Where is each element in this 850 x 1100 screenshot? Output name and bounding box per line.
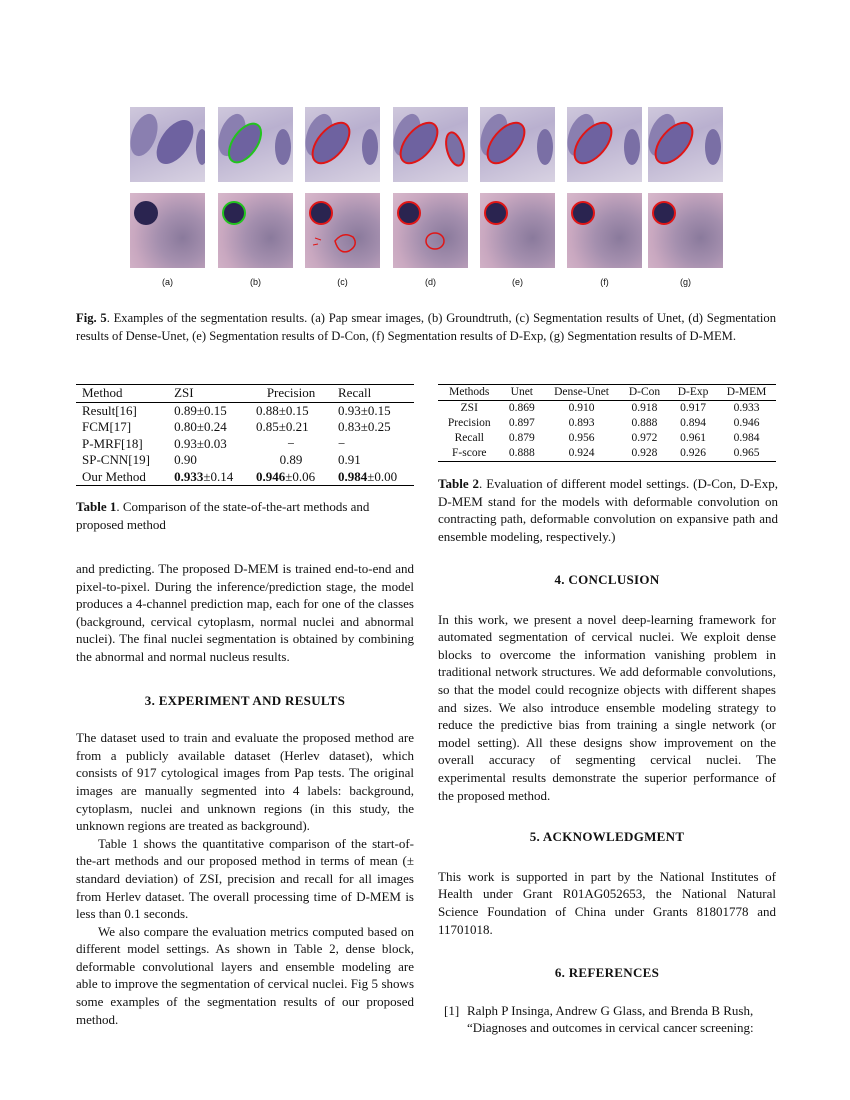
table-cell: 0.91 xyxy=(338,452,361,467)
table-cell: 0.869 xyxy=(508,402,535,414)
table-cell: 0.965 xyxy=(733,447,760,459)
figure-image-d-top xyxy=(393,107,468,182)
figure-sublabel: (a) xyxy=(162,277,173,287)
table-cell: 0.928 xyxy=(631,447,658,459)
table-1-caption-text: . Comparison of the state-of-the-art methods and proposed method xyxy=(76,499,370,532)
figure-image-f-top xyxy=(567,107,642,182)
table-row xyxy=(76,436,414,453)
table-cell: 0.926 xyxy=(680,447,706,459)
table-cell: P-MRF[18] xyxy=(82,435,143,451)
figure-image-c-top xyxy=(305,107,380,182)
table-cell: 0.93±0.15 xyxy=(338,402,391,418)
table-cell: FCM[17] xyxy=(82,419,132,434)
table-1 xyxy=(76,384,416,533)
section-3-paragraph-2: Table 1 shows the quantitative comparison of the start-of-the-art methods and our proposed method in terms of mean (± standard deviation) of ZSI, precision and recall for all images from Herlev dataset. The overall processing time of D-MEM is less than 0.1 seconds. xyxy=(76,835,414,922)
figure-caption-text: . Examples of the segmentation results. (a) Pap smear images, (b) Groundtruth, (c) Segmentation results of Unet, (d) Segmentation results of Dense-Unet, (e) Segmentation results of D-Con, (f) Segmentation results of D-Exp, (g) Segmentation results of D-MEM. xyxy=(76,311,776,343)
table-value-bold: 0.933 xyxy=(174,468,204,484)
table-cell xyxy=(332,469,414,486)
section-3-paragraph-1: The dataset used to train and evaluate the proposed method are from a publicly available dataset (Herlev dataset), which consists of 917 cytological images from Pap tests. The original images are manually segmented into 4 labels: background, cytoplasm, nuclei and unknown regions (in this study, the unknown regions are treated as background). xyxy=(76,730,414,834)
table-cell: 0.83±0.25 xyxy=(338,419,391,434)
table-cell: 0.93±0.03 xyxy=(174,435,227,451)
table-cell: 0.897 xyxy=(508,417,535,429)
table-1-header: ZSI xyxy=(174,385,194,400)
table-cell: 0.956 xyxy=(568,432,595,444)
table-2-header: Dense-Unet xyxy=(554,386,610,398)
figure-image-a-top xyxy=(130,107,205,182)
table-cell xyxy=(168,469,250,486)
figure-image-c-bottom xyxy=(305,193,380,268)
table-cell: 0.924 xyxy=(568,447,595,459)
table-cell: 0.972 xyxy=(631,432,658,444)
table-value-sd: ±0.06 xyxy=(285,468,316,484)
figure-image-g-top xyxy=(648,107,723,182)
table-row xyxy=(76,452,414,469)
table-2-caption-text: . Evaluation of different model settings. (D-Con, D-Exp, D-MEM stand for the models with deformable convolution on contracting path, deformable convolution on expansive path and ensemble modeling, respectively.) xyxy=(438,476,778,544)
table-2-header: D-MEM xyxy=(726,386,767,398)
reference-number: [1] xyxy=(444,1002,460,1018)
section-5-title: 5. ACKNOWLEDGMENT xyxy=(529,829,685,845)
table-cell: Precision xyxy=(447,417,491,429)
table-2-grid xyxy=(438,384,776,462)
table-row xyxy=(76,402,414,419)
table-2-header: D-Exp xyxy=(677,386,709,398)
table-cell: 0.89 xyxy=(279,452,303,467)
table-cell xyxy=(250,469,332,486)
table-row xyxy=(438,431,776,446)
table-value-bold: 0.946 xyxy=(256,468,286,484)
table-cell: 0.894 xyxy=(680,417,706,429)
section-3-paragraph-3: We also compare the evaluation metrics computed based on different model settings. As shown in Table 2, dense block, deformable convolutional layers and ensemble modeling are able to improve the segmentation of cervical nuclei. Fig 5 shows some examples of the segmentation results of our proposed method. xyxy=(76,923,414,1027)
table-cell: Our Method xyxy=(82,468,146,484)
section-6-title: 6. REFERENCES xyxy=(554,965,660,981)
figure-image-f-bottom xyxy=(567,193,642,268)
table-cell: 0.918 xyxy=(631,402,658,414)
table-cell: 0.85±0.21 xyxy=(256,419,309,434)
table-cell: 0.917 xyxy=(680,402,706,414)
table-2-header: Unet xyxy=(510,386,533,398)
table-cell: 0.89±0.15 xyxy=(174,402,227,418)
figure-sublabel: (d) xyxy=(425,277,436,287)
table-row-best xyxy=(76,469,414,486)
table-1-header: Precision xyxy=(266,385,316,400)
figure-image-d-bottom xyxy=(393,193,468,268)
table-cell: 0.888 xyxy=(508,447,535,459)
figure-image-e-top xyxy=(480,107,555,182)
table-row xyxy=(438,446,776,462)
table-cell: F-score xyxy=(452,447,487,459)
table-row xyxy=(438,401,776,417)
table-2 xyxy=(438,384,778,545)
section-4-title: 4. CONCLUSION xyxy=(554,572,660,587)
intro-paragraph: and predicting. The proposed D-MEM is trained end-to-end and pixel-to-pixel. During the inference/prediction stage, the model produces a 4-channel prediction map, each for one of the classes (background, cervical cytoplasm, normal nuclei and abnormal nuclei). The final nuclei segmentation is obtained by combining the abnormal and normal nucleus results. xyxy=(76,561,414,664)
section-3-title: 3. EXPERIMENT AND RESULTS xyxy=(144,692,346,708)
table-cell: − xyxy=(338,435,346,451)
figure-caption xyxy=(76,310,776,345)
table-1-header: Recall xyxy=(338,385,372,400)
section-4-paragraph: In this work, we present a novel deep-learning framework for automated segmentation of cervical nuclei. We exploit dense blocks to overcome the information vanishing problem in traditional network structures. We add deformable convolutions, so that the model could recognize objects with different shapes and sizes. We also introduce ensemble modeling strategy to reduce the predictive bias from training a single network (or model setting). All these designs show improvement on the overall accuracy of segmenting cervical nuclei. The experimental results demonstrate the superior performance of the proposed method. xyxy=(438,611,776,803)
table-cell: 0.910 xyxy=(568,402,595,414)
table-cell: 0.88±0.15 xyxy=(256,402,309,418)
table-2-caption-label: Table 2 xyxy=(438,476,480,491)
figure-5 xyxy=(0,0,850,300)
table-1-grid xyxy=(76,384,414,486)
section-5-paragraph: This work is supported in part by the National Institutes of Health under Grant R01AG052653, the National Natural Science Foundation of China under Grants 81801778 and 11701018. xyxy=(438,868,776,937)
table-cell: Result[16] xyxy=(82,402,137,418)
figure-caption-label: Fig. 5 xyxy=(76,311,107,325)
table-cell: Recall xyxy=(454,432,484,444)
table-cell: 0.933 xyxy=(733,402,760,414)
figure-image-a-bottom xyxy=(130,193,205,268)
table-2-header: Methods xyxy=(449,386,490,398)
table-1-header: Method xyxy=(82,385,123,400)
table-cell: 0.893 xyxy=(568,417,595,429)
figure-sublabel: (c) xyxy=(337,277,348,287)
figure-sublabel: (b) xyxy=(250,277,261,287)
table-cell: 0.80±0.24 xyxy=(174,419,227,434)
table-cell: 0.984 xyxy=(733,432,760,444)
figure-image-b-bottom xyxy=(218,193,293,268)
reference-1 xyxy=(438,1002,776,1037)
table-cell: 0.961 xyxy=(680,432,706,444)
reference-line: “Diagnoses and outcomes in cervical cancer screening: xyxy=(467,1020,754,1036)
reference-line: Ralph P Insinga, Andrew G Glass, and Brenda B Rush, xyxy=(467,1002,754,1018)
table-2-caption xyxy=(438,475,778,545)
figure-sublabel: (f) xyxy=(600,277,609,287)
table-cell: 0.888 xyxy=(631,417,658,429)
figure-image-b-top xyxy=(218,107,293,182)
table-value-sd: ±0.00 xyxy=(367,468,398,484)
table-cell: 0.946 xyxy=(733,417,760,429)
table-cell: SP-CNN[19] xyxy=(82,452,150,467)
table-cell: 0.90 xyxy=(174,452,197,467)
figure-image-g-bottom xyxy=(648,193,723,268)
figure-sublabel: (e) xyxy=(512,277,523,287)
figure-image-e-bottom xyxy=(480,193,555,268)
left-column xyxy=(76,560,414,1028)
figure-sublabel: (g) xyxy=(680,277,691,287)
table-cell: − xyxy=(287,435,295,451)
table-cell: 0.879 xyxy=(508,432,535,444)
table-2-header: D-Con xyxy=(628,386,661,398)
table-1-caption xyxy=(76,498,416,533)
table-value-sd: ±0.14 xyxy=(203,468,234,484)
table-1-caption-label: Table 1 xyxy=(76,499,117,514)
table-value-bold: 0.984 xyxy=(338,468,368,484)
table-row xyxy=(76,419,414,436)
table-row xyxy=(438,416,776,431)
table-cell: ZSI xyxy=(460,402,478,414)
right-column xyxy=(438,571,776,1037)
